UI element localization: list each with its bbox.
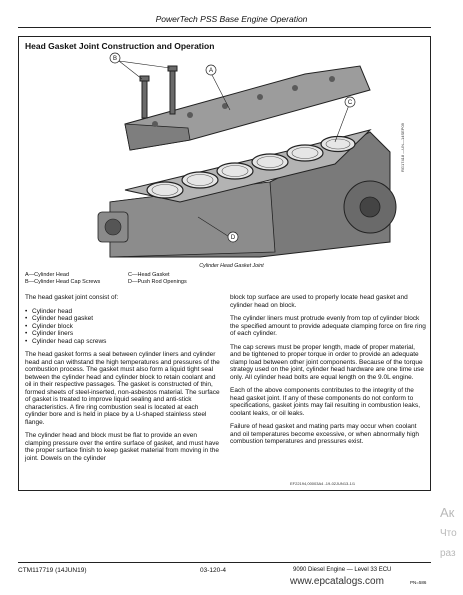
footer-rule <box>18 562 431 563</box>
footer-page-number: 03-120-4 <box>200 567 227 574</box>
list-item: • Cylinder head gasket <box>25 315 221 323</box>
paragraph: The cap screws must be proper length, made of proper material, and be tightened to proper torque in order to provide an adequate clamp load between other joint components. Because of the torque strategy used on the joint, cylinder head hardware are one time use only. All cylinder head bolts are equal length on the 9.0L engine. <box>230 343 425 381</box>
text-column-left <box>25 294 221 468</box>
legend-item-c: C—Head Gasket <box>128 272 170 278</box>
paragraph: Each of the above components contributes to the integrity of the head gasket joint. If any of these components do not conform to specifications, gasket joints may fail resulting in combustion leaks, coolant leaks, or oil leaks. <box>230 387 421 417</box>
cylinder-head-gasket-illustration <box>70 52 410 262</box>
footer-pn: PN=586 <box>410 580 427 585</box>
legend-item-b: B—Cylinder Head Cap Screws <box>25 279 101 285</box>
text-column-right <box>230 294 426 452</box>
section-title: Head Gasket Joint Construction and Operation <box>25 41 215 51</box>
header-rule <box>18 27 431 28</box>
page-header-title: PowerTech PSS Base Engine Operation <box>155 14 308 24</box>
footer-engine-title: 9090 Diesel Engine — Level 33 ECU <box>293 567 392 573</box>
legend-item-a: A—Cylinder Head <box>25 272 70 278</box>
document-reference: EF22194,00003A4 -19-02JUN13-1/1 <box>290 481 356 486</box>
paragraph: Failure of head gasket and mating parts may occur when coolant and oil temperatures become excessive, or when abnormally high combustion temperatures and pressures exist. <box>230 423 419 445</box>
watermark-line-2: Что <box>440 528 457 539</box>
list-item: • Cylinder head <box>25 308 221 316</box>
paragraph: The cylinder liners must protrude evenly from top of cylinder block the specified amount to provide adequate clamping force on fire ring of each cylinder. <box>230 315 426 337</box>
callout-a: A <box>208 68 214 74</box>
paragraph: The head gasket forms a seal between cylinder liners and cylinder head and can withstand the high temperatures and pressures of the combustion process. The gasket must also form a liquid tight seal between the cylinder head and cylinder block to retain coolant and oil in their respective passages. The gasket is constructed of thin, formed sheets of steel-inserted, non-asbestos material. The surface of gasket is treated to improve liquid sealing and anti-stick characteristics. A fire ring combustion seal is located at each cylinder bore and is held in place by a U-shaped stainless steel flange. <box>25 351 220 426</box>
paragraph: The cylinder head and block must be flat to provide an even clamping pressure over the entire surface of gasket, and must have the proper surface finish to keep gasket material from moving in the joint. Dowels on the cylinder <box>25 432 220 462</box>
list-item: • Cylinder block <box>25 323 221 331</box>
callout-b: B <box>112 56 118 62</box>
footer-manual-id: CTM117719 (14JUN19) <box>18 567 87 574</box>
list-item: • Cylinder liners <box>25 330 221 338</box>
list-item: • Cylinder head cap screws <box>25 338 221 346</box>
footer-website[interactable]: www.epcatalogs.com <box>290 576 384 587</box>
callout-c: C <box>347 100 353 106</box>
figure-code: RG17418 —UN—14SEP09 <box>400 123 405 172</box>
paragraph: block top surface are used to properly locate head gasket and cylinder head on block. <box>230 294 408 309</box>
intro-text: The head gasket joint consist of: <box>25 294 119 301</box>
figure-caption: Cylinder Head Gasket Joint <box>199 263 264 269</box>
component-list <box>25 308 221 346</box>
legend-left <box>25 272 100 286</box>
legend-right <box>128 272 187 286</box>
watermark-line-3: раз <box>440 548 456 559</box>
legend-item-d: D—Push Rod Openings <box>128 279 187 285</box>
watermark-line-1: Ак <box>440 505 455 520</box>
callout-d: D <box>230 235 236 241</box>
